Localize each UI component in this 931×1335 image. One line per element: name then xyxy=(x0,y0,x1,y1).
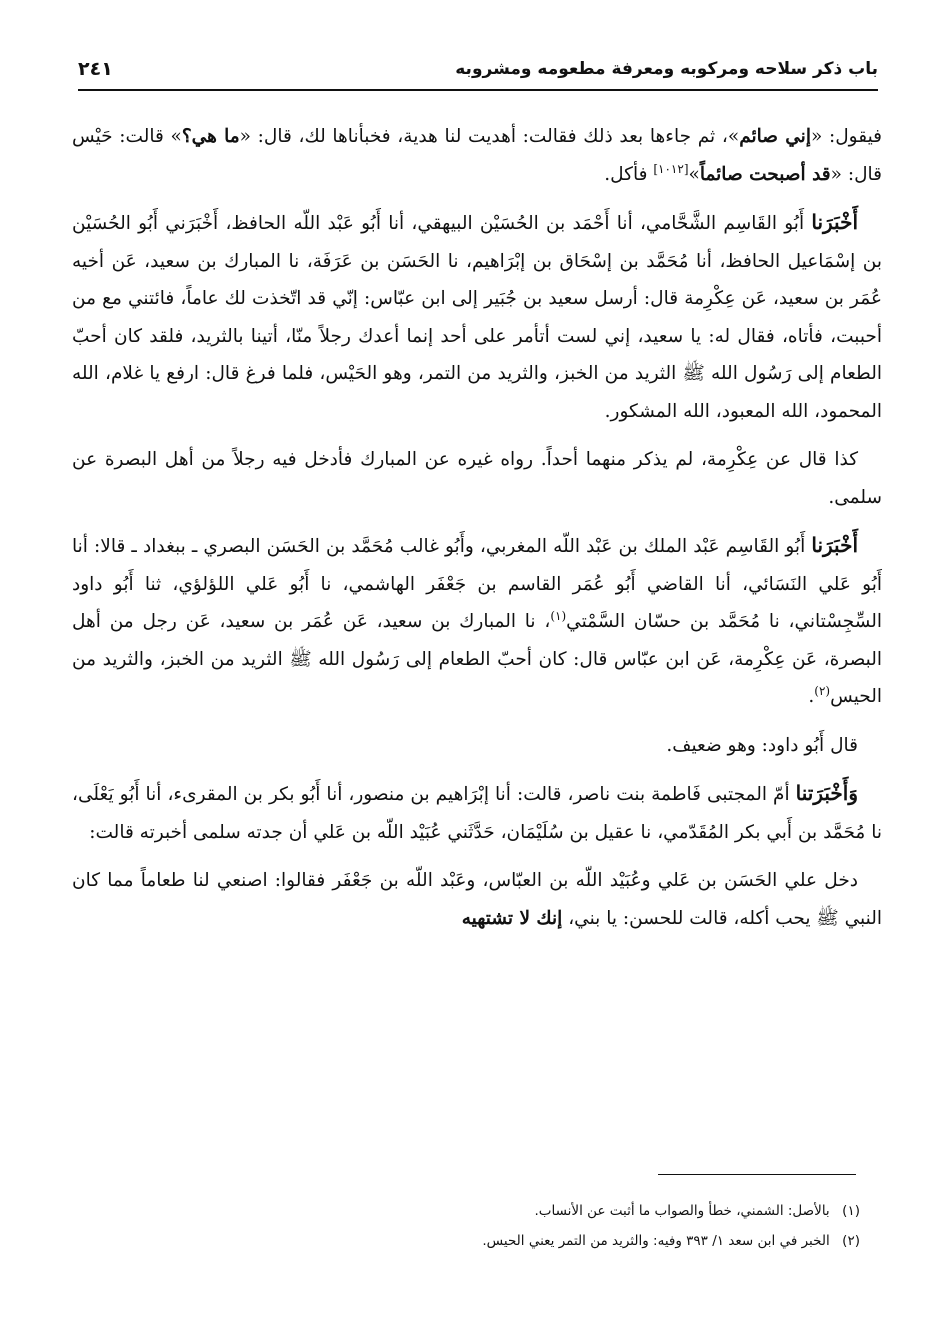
footnote-1 xyxy=(300,1196,860,1226)
text-run: فيقول: « xyxy=(810,126,883,147)
isnad-opening-word: أَخْبَرَنا xyxy=(811,533,858,557)
text-run: دخل علي الحَسَن بن عَلي وعُبَيْد اللّه بن العبّاس، وعَبْد اللّه بن جَعْفَر فقالوا: اصنعي لنا طعاماً مما كان النبي ﷺ يحب أكله، قالت للحسن: يا بني، xyxy=(72,870,882,929)
isnad-opening-word: وَأَخْبَرَتنا xyxy=(795,781,858,805)
paragraph-gap xyxy=(72,851,882,862)
text-run: أمّ المجتبى فَاطمة بنت ناصر، قالت: أنا إبْرَاهيم بن منصور، أنا أَبُو بكر بن المقرىء، أنا أَبُو يَعْلَى، نا مُحَمَّد بن أَبي بكر المُقَدّمي، نا عقيل بن سُلَيْمَان، حَدَّثَني عُبَيْد اللّه بن عَلي أن جدته سلمى أخبرته قالت: xyxy=(72,784,882,843)
paragraph-2 xyxy=(72,204,882,430)
header-divider xyxy=(78,89,878,91)
footnote-divider xyxy=(658,1174,856,1175)
paragraph-4 xyxy=(72,527,882,716)
footnote-1-number: (١) xyxy=(842,1203,860,1219)
paragraph-5 xyxy=(72,727,882,765)
paragraph-1 xyxy=(72,118,882,193)
running-header xyxy=(78,52,878,86)
page-number: ٢٤١ xyxy=(78,58,113,80)
paragraph-6 xyxy=(72,775,882,851)
text-run: » قالت: حَيْس قال: « xyxy=(72,126,882,185)
text-run: قال أَبُو داود: وهو ضعيف. xyxy=(666,734,858,756)
paragraph-gap xyxy=(72,193,882,204)
paragraph-gap xyxy=(72,764,882,775)
text-run: أَبُو القَاسِم عَبْد الملك بن عَبْد اللّه المغربي، وأَبُو غالب مُحَمَّد بن الحَسَن البصري ـ ببغداد ـ قالا: أنا أَبُو عَلي النَسَائي، أنا القاضي أَبُو عُمَر القاسم بن جَعْفَر الهاشمي، نا أَبُو عَلي اللؤلؤي، ثنا أَبُو داود السِّجِسْتاني، نا مُحَمَّد بن حسّان السَّمْتي xyxy=(72,536,882,632)
footnote-marker: (٢) xyxy=(814,683,831,698)
paragraph-gap xyxy=(72,430,882,441)
footnote-1-text: بالأصل: الشمني، خطأ والصواب ما أثبت عن الأنساب. xyxy=(534,1203,830,1219)
text-run: »، ثم جاءها بعد ذلك فقالت: أهديت لنا هدية، فخبأناها لك، قال: « xyxy=(239,126,740,147)
footnote-2 xyxy=(300,1226,860,1256)
footnote-marker: (١) xyxy=(550,608,567,623)
chapter-title: باب ذكر سلاحه ومركوبه ومعرفة مطعومه ومشروبه xyxy=(455,59,878,79)
text-run: أَبُو القَاسِم الشَّحَّامي، أنا أَحْمَد بن الحُسَيْن البيهقي، أنا أَبُو عَبْد اللّه الحافظ، أَخْبَرَني أَبُو الحُسَيْن بن إسْمَاعيل الحافظ، أنا مُحَمَّد بن إسْحَاق بن إبْرَاهيم، نا الحَسَن بن عَرَفَة، نا المبارك بن سعيد، عَن أخيه عُمَر بن سعيد، عَن عِكْرِمة قال: أرسل سعيد بن جُبَير إلى ابن عبّاس: إنّي قد اتّخذت لك عاماً، فائتني مع من أحببت، فأتاه، فقال له: يا سعيد، إني لست أتأمر على أحد إنما أعدك رجلاً منّا، أتينا بالثريد، فلقد كان أحبّ الطعام إلى رَسُول الله ﷺ الثريد من الخبز، والثريد من التمر، وهو الحَيْس، فلما فرغ قال: ارفع يا غلام، الله المحمود، الله المعبود، الله المشكور. xyxy=(72,213,882,422)
bold-quote: إنك لا تشتهيه xyxy=(461,907,563,929)
paragraph-3 xyxy=(72,441,882,516)
paragraph-7 xyxy=(72,862,882,937)
text-run: . xyxy=(808,686,815,707)
footnote-2-number: (٢) xyxy=(842,1233,860,1249)
text-run: » xyxy=(688,163,700,185)
bold-quote: إني صائم xyxy=(739,126,811,147)
text-run: كذا قال عن عِكْرِمة، لم يذكر منهما أحداً. رواه غيره عن المبارك فأدخل فيه رجلاً من أهل البصرة عن سلمى. xyxy=(72,449,882,508)
text-run: فأكل. xyxy=(604,163,654,185)
main-text xyxy=(72,118,882,937)
text-run: ، نا المبارك بن سعيد، عَن عُمَر بن سعيد، عَن رجل من أهل البصرة، عَن عِكْرِمة، عَن ابن عبّاس قال: كان أحبّ الطعام إلى رَسُول الله ﷺ الثريد من الخبز، والثريد من الحيس xyxy=(72,611,882,707)
footnote-marker: [١٠١٢] xyxy=(653,161,689,176)
isnad-opening-word: أَخْبَرَنا xyxy=(811,210,858,234)
bold-quote: ما هي؟ xyxy=(181,126,240,147)
bold-quote: قد أصبحت صائماً xyxy=(699,163,831,185)
paragraph-gap xyxy=(72,516,882,527)
footnote-2-text: الخبر في ابن سعد ١/ ٣٩٣ وفيه: والثريد من التمر يعني الحيس. xyxy=(482,1233,830,1249)
footnotes xyxy=(300,1196,860,1256)
paragraph-gap xyxy=(72,716,882,727)
